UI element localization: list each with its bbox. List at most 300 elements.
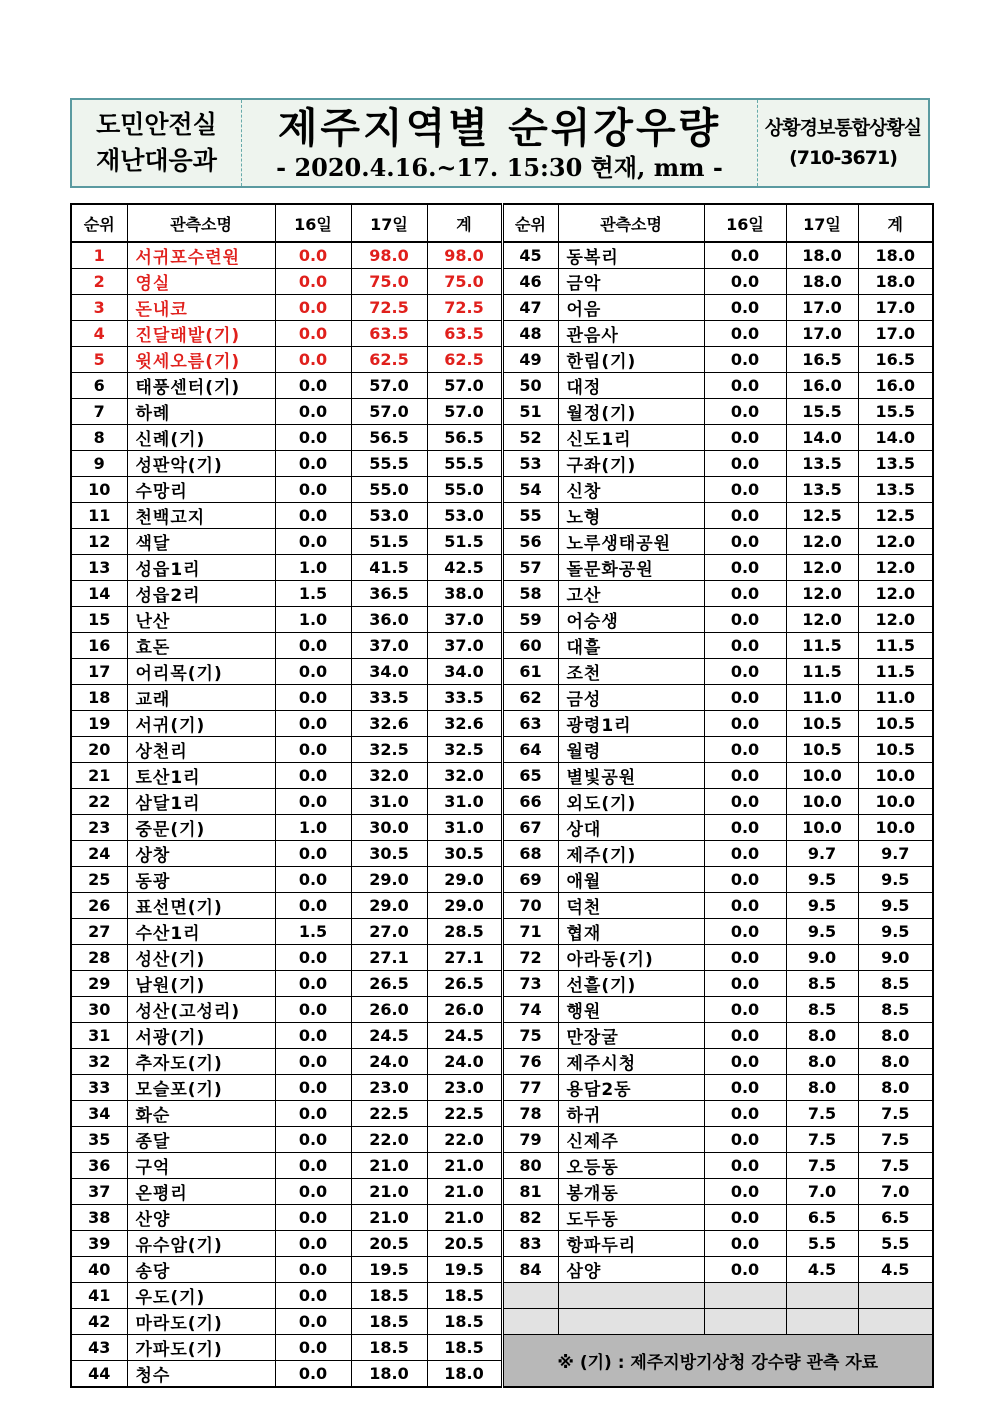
- station-name-cell: 태풍센터(기): [127, 373, 275, 399]
- total-cell: 62.5: [427, 347, 502, 373]
- day16-cell: 1.0: [275, 607, 351, 633]
- day16-cell: 0.0: [704, 1231, 786, 1257]
- station-name-cell: 중문(기): [127, 815, 275, 841]
- day16-cell: 0.0: [704, 633, 786, 659]
- total-cell: 23.0: [427, 1075, 502, 1101]
- rank-cell: 22: [71, 789, 127, 815]
- station-name-cell: 한림(기): [558, 347, 704, 373]
- table-row: [71, 659, 933, 685]
- rank-cell: 46: [502, 269, 558, 295]
- day16-cell: 0.0: [704, 269, 786, 295]
- day16-cell: 0.0: [275, 789, 351, 815]
- total-cell: 21.0: [427, 1153, 502, 1179]
- station-name-cell: 금성: [558, 685, 704, 711]
- day16-cell: 0.0: [704, 997, 786, 1023]
- day16-cell: 0.0: [275, 1075, 351, 1101]
- day16-cell: 0.0: [704, 737, 786, 763]
- total-cell: 22.0: [427, 1127, 502, 1153]
- rank-cell: 1: [71, 242, 127, 269]
- day17-cell: 18.0: [351, 1361, 427, 1388]
- rank-cell: 27: [71, 919, 127, 945]
- total-cell: 30.5: [427, 841, 502, 867]
- station-name-cell: 아라동(기): [558, 945, 704, 971]
- rank-cell: 78: [502, 1101, 558, 1127]
- day17-cell: 26.0: [351, 997, 427, 1023]
- total-cell: 38.0: [427, 581, 502, 607]
- col-header-rank: 순위: [502, 204, 558, 242]
- day17-cell: 7.5: [786, 1101, 858, 1127]
- day17-cell: 41.5: [351, 555, 427, 581]
- day16-cell: 0.0: [275, 1335, 351, 1361]
- day16-cell: 0.0: [704, 347, 786, 373]
- day16-cell: 0.0: [704, 1257, 786, 1283]
- day16-cell: 0.0: [275, 659, 351, 685]
- rank-cell: 81: [502, 1179, 558, 1205]
- total-cell: 27.1: [427, 945, 502, 971]
- total-cell: 55.0: [427, 477, 502, 503]
- day17-cell: 32.5: [351, 737, 427, 763]
- rank-cell: 72: [502, 945, 558, 971]
- station-name-cell: 상천리: [127, 737, 275, 763]
- day17-cell: 9.0: [786, 945, 858, 971]
- day16-cell: 0.0: [704, 841, 786, 867]
- day16-cell: 1.0: [275, 815, 351, 841]
- table-row: [71, 295, 933, 321]
- day17-cell: 29.0: [351, 867, 427, 893]
- total-cell: 16.5: [858, 347, 933, 373]
- total-cell: 12.0: [858, 607, 933, 633]
- station-name-cell: 도두동: [558, 1205, 704, 1231]
- rank-cell: 6: [71, 373, 127, 399]
- day17-cell: 17.0: [786, 321, 858, 347]
- rank-cell: 66: [502, 789, 558, 815]
- rank-cell: 11: [71, 503, 127, 529]
- day17-cell: 9.5: [786, 919, 858, 945]
- station-name-cell: 동광: [127, 867, 275, 893]
- station-name-cell: 유수암(기): [127, 1231, 275, 1257]
- station-name-cell: 추자도(기): [127, 1049, 275, 1075]
- col-header-day16: 16일: [704, 204, 786, 242]
- day16-cell: 0.0: [704, 1023, 786, 1049]
- rank-cell: 15: [71, 607, 127, 633]
- col-header-day17: 17일: [786, 204, 858, 242]
- rank-cell: 58: [502, 581, 558, 607]
- rank-cell: 33: [71, 1075, 127, 1101]
- department-line-1: 도민안전실: [96, 110, 217, 139]
- rank-cell: 23: [71, 815, 127, 841]
- total-cell: 56.5: [427, 425, 502, 451]
- table-row: [71, 399, 933, 425]
- day17-cell: 8.5: [786, 997, 858, 1023]
- day16-cell: 0.0: [704, 1205, 786, 1231]
- day16-cell: 0.0: [275, 1257, 351, 1283]
- total-cell: 24.5: [427, 1023, 502, 1049]
- station-name-cell: 월정(기): [558, 399, 704, 425]
- station-name-cell: 구억: [127, 1153, 275, 1179]
- day17-cell: 10.5: [786, 711, 858, 737]
- station-name-cell: 효돈: [127, 633, 275, 659]
- total-cell: 26.0: [427, 997, 502, 1023]
- day17-cell: 37.0: [351, 633, 427, 659]
- empty-cell: [704, 1309, 786, 1335]
- day16-cell: 0.0: [704, 919, 786, 945]
- rank-cell: 56: [502, 529, 558, 555]
- day17-cell: 8.0: [786, 1023, 858, 1049]
- table-row: [71, 789, 933, 815]
- total-cell: 6.5: [858, 1205, 933, 1231]
- total-cell: 10.0: [858, 815, 933, 841]
- rank-cell: 42: [71, 1309, 127, 1335]
- station-name-cell: 영실: [127, 269, 275, 295]
- day17-cell: 57.0: [351, 373, 427, 399]
- day16-cell: 0.0: [275, 1127, 351, 1153]
- day17-cell: 36.5: [351, 581, 427, 607]
- day17-cell: 10.0: [786, 763, 858, 789]
- table-row: [71, 1335, 933, 1361]
- day17-cell: 51.5: [351, 529, 427, 555]
- table-row: [71, 1153, 933, 1179]
- day17-cell: 11.5: [786, 633, 858, 659]
- day16-cell: 0.0: [275, 1231, 351, 1257]
- day16-cell: 0.0: [275, 633, 351, 659]
- day16-cell: 0.0: [275, 1283, 351, 1309]
- rank-cell: 74: [502, 997, 558, 1023]
- day16-cell: 0.0: [275, 737, 351, 763]
- total-cell: 9.5: [858, 867, 933, 893]
- day16-cell: 0.0: [275, 399, 351, 425]
- total-cell: 75.0: [427, 269, 502, 295]
- rank-cell: 18: [71, 685, 127, 711]
- rank-cell: 43: [71, 1335, 127, 1361]
- total-cell: 11.5: [858, 659, 933, 685]
- day17-cell: 7.5: [786, 1153, 858, 1179]
- rank-cell: 70: [502, 893, 558, 919]
- day16-cell: 0.0: [704, 659, 786, 685]
- day16-cell: 0.0: [704, 685, 786, 711]
- rank-cell: 7: [71, 399, 127, 425]
- total-cell: 31.0: [427, 789, 502, 815]
- total-cell: 8.0: [858, 1023, 933, 1049]
- rank-cell: 10: [71, 477, 127, 503]
- station-name-cell: 하례: [127, 399, 275, 425]
- col-header-station: 관측소명: [558, 204, 704, 242]
- day17-cell: 12.0: [786, 529, 858, 555]
- rank-cell: 13: [71, 555, 127, 581]
- day17-cell: 30.5: [351, 841, 427, 867]
- day17-cell: 34.0: [351, 659, 427, 685]
- rank-cell: 29: [71, 971, 127, 997]
- day17-cell: 21.0: [351, 1205, 427, 1231]
- rank-cell: 17: [71, 659, 127, 685]
- empty-cell: [558, 1283, 704, 1309]
- table-row: [71, 1257, 933, 1283]
- station-name-cell: 용담2동: [558, 1075, 704, 1101]
- total-cell: 42.5: [427, 555, 502, 581]
- day16-cell: 0.0: [704, 555, 786, 581]
- total-cell: 15.5: [858, 399, 933, 425]
- day16-cell: 0.0: [275, 477, 351, 503]
- day17-cell: 29.0: [351, 893, 427, 919]
- table-row: [71, 529, 933, 555]
- station-name-cell: 구좌(기): [558, 451, 704, 477]
- station-name-cell: 성읍2리: [127, 581, 275, 607]
- station-name-cell: 수망리: [127, 477, 275, 503]
- day16-cell: 0.0: [704, 789, 786, 815]
- station-name-cell: 봉개동: [558, 1179, 704, 1205]
- table-row: [71, 1283, 933, 1309]
- day17-cell: 16.0: [786, 373, 858, 399]
- col-header-total: 계: [427, 204, 502, 242]
- rank-cell: 9: [71, 451, 127, 477]
- day17-cell: 4.5: [786, 1257, 858, 1283]
- day17-cell: 8.0: [786, 1049, 858, 1075]
- total-cell: 18.5: [427, 1283, 502, 1309]
- rank-cell: 45: [502, 242, 558, 269]
- table-row: [71, 633, 933, 659]
- day16-cell: 0.0: [275, 685, 351, 711]
- rank-cell: 31: [71, 1023, 127, 1049]
- rank-cell: 35: [71, 1127, 127, 1153]
- total-cell: 16.0: [858, 373, 933, 399]
- day16-cell: 0.0: [275, 1101, 351, 1127]
- day16-cell: 0.0: [704, 763, 786, 789]
- table-row: [71, 945, 933, 971]
- rank-cell: 2: [71, 269, 127, 295]
- day16-cell: 0.0: [275, 1361, 351, 1388]
- table-row: [71, 425, 933, 451]
- total-cell: 10.0: [858, 763, 933, 789]
- day16-cell: 0.0: [704, 425, 786, 451]
- station-name-cell: 동복리: [558, 242, 704, 269]
- total-cell: 29.0: [427, 867, 502, 893]
- total-cell: 9.5: [858, 919, 933, 945]
- total-cell: 9.7: [858, 841, 933, 867]
- total-cell: 98.0: [427, 242, 502, 269]
- station-name-cell: 신창: [558, 477, 704, 503]
- station-name-cell: 표선면(기): [127, 893, 275, 919]
- rank-cell: 71: [502, 919, 558, 945]
- day16-cell: 0.0: [275, 893, 351, 919]
- contact-label: [758, 100, 928, 186]
- day17-cell: 72.5: [351, 295, 427, 321]
- station-name-cell: 어승생: [558, 607, 704, 633]
- station-name-cell: 돌문화공원: [558, 555, 704, 581]
- rank-cell: 50: [502, 373, 558, 399]
- rank-cell: 53: [502, 451, 558, 477]
- day16-cell: 0.0: [275, 503, 351, 529]
- total-cell: 14.0: [858, 425, 933, 451]
- day16-cell: 0.0: [704, 295, 786, 321]
- day16-cell: 0.0: [275, 997, 351, 1023]
- day16-cell: 0.0: [704, 1179, 786, 1205]
- empty-cell: [704, 1283, 786, 1309]
- day16-cell: 0.0: [275, 373, 351, 399]
- rank-cell: 64: [502, 737, 558, 763]
- day17-cell: 98.0: [351, 242, 427, 269]
- station-name-cell: 조천: [558, 659, 704, 685]
- rank-cell: 52: [502, 425, 558, 451]
- station-name-cell: 애월: [558, 867, 704, 893]
- total-cell: 26.5: [427, 971, 502, 997]
- day17-cell: 36.0: [351, 607, 427, 633]
- total-cell: 11.0: [858, 685, 933, 711]
- empty-cell: [786, 1309, 858, 1335]
- station-name-cell: 협재: [558, 919, 704, 945]
- station-name-cell: 금악: [558, 269, 704, 295]
- day17-cell: 11.5: [786, 659, 858, 685]
- table-row: [71, 815, 933, 841]
- day16-cell: 0.0: [704, 867, 786, 893]
- station-name-cell: 청수: [127, 1361, 275, 1388]
- station-name-cell: 남원(기): [127, 971, 275, 997]
- station-name-cell: 성읍1리: [127, 555, 275, 581]
- total-cell: 34.0: [427, 659, 502, 685]
- rank-cell: 76: [502, 1049, 558, 1075]
- day17-cell: 55.5: [351, 451, 427, 477]
- rank-cell: 24: [71, 841, 127, 867]
- day16-cell: 0.0: [275, 242, 351, 269]
- title-block: [242, 100, 758, 186]
- total-cell: 20.5: [427, 1231, 502, 1257]
- page-subtitle: - 2020.4.16.~17. 15:30 현재, mm -: [276, 153, 723, 182]
- day17-cell: 8.5: [786, 971, 858, 997]
- day17-cell: 56.5: [351, 425, 427, 451]
- day16-cell: 0.0: [704, 1049, 786, 1075]
- col-header-rank: 순위: [71, 204, 127, 242]
- station-name-cell: 외도(기): [558, 789, 704, 815]
- day17-cell: 31.0: [351, 789, 427, 815]
- rank-cell: 26: [71, 893, 127, 919]
- table-row: [71, 477, 933, 503]
- rank-cell: 84: [502, 1257, 558, 1283]
- rank-cell: 75: [502, 1023, 558, 1049]
- total-cell: 9.5: [858, 893, 933, 919]
- table-row: [71, 1309, 933, 1335]
- day17-cell: 75.0: [351, 269, 427, 295]
- rank-cell: 83: [502, 1231, 558, 1257]
- total-cell: 18.0: [427, 1361, 502, 1388]
- empty-cell: [502, 1309, 558, 1335]
- day17-cell: 18.0: [786, 269, 858, 295]
- station-name-cell: 덕천: [558, 893, 704, 919]
- total-cell: 32.6: [427, 711, 502, 737]
- day17-cell: 62.5: [351, 347, 427, 373]
- day16-cell: 0.0: [704, 945, 786, 971]
- table-row: [71, 581, 933, 607]
- total-cell: 10.5: [858, 711, 933, 737]
- rank-cell: 55: [502, 503, 558, 529]
- table-row: [71, 737, 933, 763]
- station-name-cell: 수산1리: [127, 919, 275, 945]
- day16-cell: 0.0: [704, 1075, 786, 1101]
- rank-cell: 63: [502, 711, 558, 737]
- table-row: [71, 373, 933, 399]
- table-row: [71, 841, 933, 867]
- rank-cell: 4: [71, 321, 127, 347]
- total-cell: 13.5: [858, 451, 933, 477]
- station-name-cell: 삼달1리: [127, 789, 275, 815]
- total-cell: 37.0: [427, 633, 502, 659]
- empty-cell: [858, 1309, 933, 1335]
- station-name-cell: 색달: [127, 529, 275, 555]
- table-header-row: [71, 204, 933, 242]
- day17-cell: 9.5: [786, 867, 858, 893]
- day16-cell: 0.0: [275, 763, 351, 789]
- rank-cell: 36: [71, 1153, 127, 1179]
- day16-cell: 1.5: [275, 581, 351, 607]
- day16-cell: 0.0: [704, 321, 786, 347]
- station-name-cell: 월령: [558, 737, 704, 763]
- station-name-cell: 어음: [558, 295, 704, 321]
- day17-cell: 30.0: [351, 815, 427, 841]
- day17-cell: 12.0: [786, 555, 858, 581]
- station-name-cell: 노루생태공원: [558, 529, 704, 555]
- station-name-cell: 삼양: [558, 1257, 704, 1283]
- station-name-cell: 돈내코: [127, 295, 275, 321]
- empty-cell: [786, 1283, 858, 1309]
- table-row: [71, 1231, 933, 1257]
- table-row: [71, 1179, 933, 1205]
- station-name-cell: 관음사: [558, 321, 704, 347]
- department-label: [72, 100, 242, 186]
- contact-line-2: (710-3671): [789, 147, 897, 169]
- table-row: [71, 451, 933, 477]
- table-row: [71, 1023, 933, 1049]
- table-row: [71, 503, 933, 529]
- rank-cell: 69: [502, 867, 558, 893]
- rank-cell: 12: [71, 529, 127, 555]
- report-header: [70, 98, 930, 188]
- total-cell: 55.5: [427, 451, 502, 477]
- day16-cell: 0.0: [275, 1049, 351, 1075]
- rank-cell: 5: [71, 347, 127, 373]
- day17-cell: 7.5: [786, 1127, 858, 1153]
- day17-cell: 13.5: [786, 451, 858, 477]
- rank-cell: 41: [71, 1283, 127, 1309]
- day17-cell: 7.0: [786, 1179, 858, 1205]
- total-cell: 8.5: [858, 997, 933, 1023]
- total-cell: 21.0: [427, 1179, 502, 1205]
- day17-cell: 16.5: [786, 347, 858, 373]
- day16-cell: 0.0: [704, 607, 786, 633]
- day16-cell: 0.0: [704, 971, 786, 997]
- station-name-cell: 온평리: [127, 1179, 275, 1205]
- station-name-cell: 토산1리: [127, 763, 275, 789]
- day16-cell: 0.0: [275, 1309, 351, 1335]
- total-cell: 57.0: [427, 399, 502, 425]
- rank-cell: 3: [71, 295, 127, 321]
- total-cell: 72.5: [427, 295, 502, 321]
- day17-cell: 13.5: [786, 477, 858, 503]
- station-name-cell: 대흘: [558, 633, 704, 659]
- rank-cell: 60: [502, 633, 558, 659]
- total-cell: 18.0: [858, 269, 933, 295]
- total-cell: 24.0: [427, 1049, 502, 1075]
- day17-cell: 9.5: [786, 893, 858, 919]
- day16-cell: 0.0: [275, 971, 351, 997]
- total-cell: 12.0: [858, 555, 933, 581]
- day17-cell: 57.0: [351, 399, 427, 425]
- total-cell: 21.0: [427, 1205, 502, 1231]
- day17-cell: 18.5: [351, 1335, 427, 1361]
- day16-cell: 0.0: [275, 1153, 351, 1179]
- station-name-cell: 선흘(기): [558, 971, 704, 997]
- table-row: [71, 1049, 933, 1075]
- day16-cell: 0.0: [704, 529, 786, 555]
- day16-cell: 0.0: [275, 347, 351, 373]
- total-cell: 8.0: [858, 1075, 933, 1101]
- day17-cell: 5.5: [786, 1231, 858, 1257]
